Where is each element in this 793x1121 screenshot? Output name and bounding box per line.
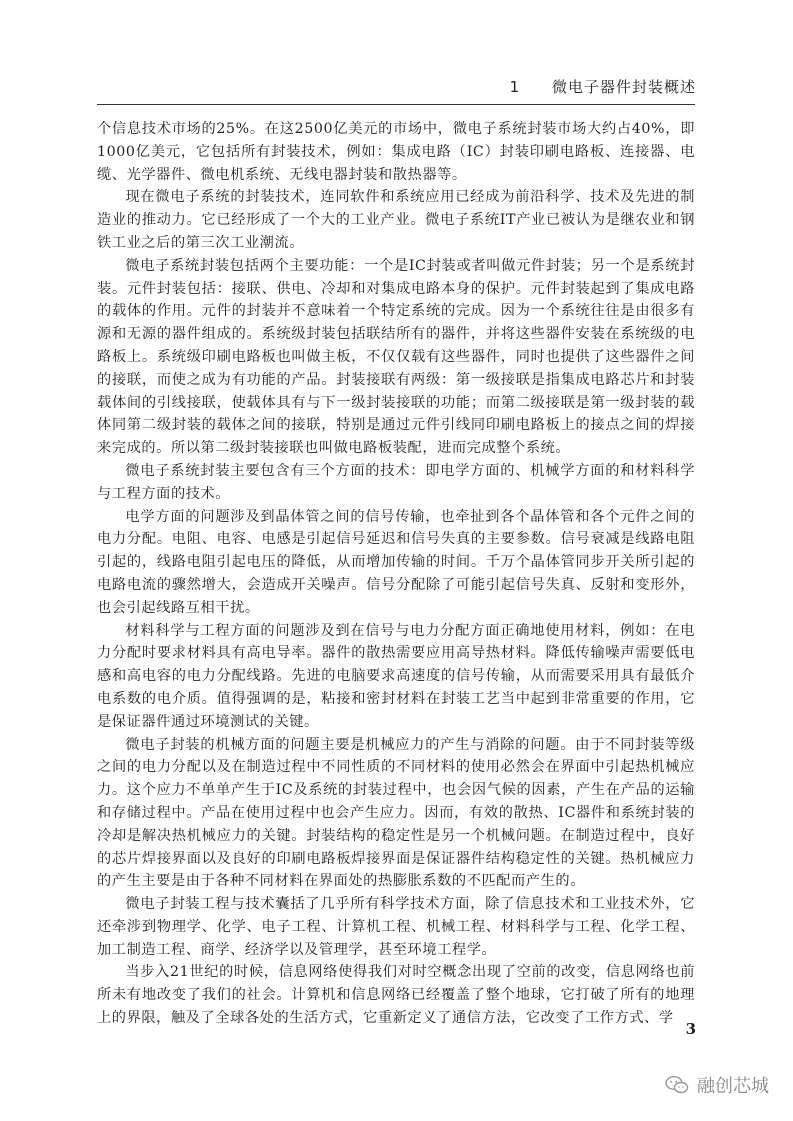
paragraph: 个信息技术市场的25%。在这2500亿美元的市场中，微电子系统封装市场大约占40%，即1000亿美元，它包括所有封装技术，例如：集成电路（IC）封装印刷电路板、连接器、电缆、光学器件、微电机系统、无线电器封装和散热器等。 bbox=[97, 121, 695, 183]
page-number: 3 bbox=[685, 1020, 696, 1038]
paragraph: 电学方面的问题涉及到晶体管之间的信号传输，也牵扯到各个晶体管和各个元件之间的电力分配。电阻、电容、电感是引起信号延迟和信号失真的主要参数。信号衰减是线路电阻引起的，线路电阻引起电压的降低，从而增加传输的时间。千万个晶体管同步开关所引起的电路电流的骤然增大，会造成开关噪声。信号分配除了可能引起信号失真、反射和变形外，也会引起线路互相干扰。 bbox=[97, 508, 695, 616]
paragraph: 微电子封装工程与技术囊括了几乎所有科学技术方面，除了信息技术和工业技术外，它还牵涉到物理学、化学、电子工程、计算机工程、机械工程、材料科学与工程、化学工程、加工制造工程、商学、经济学以及管理学，甚至环境工程学。 bbox=[97, 896, 695, 958]
paragraph: 材料科学与工程方面的问题涉及到在信号与电力分配方面正确地使用材料，例如：在电力分配时要求材料具有高电导率。器件的散热需要应用高导热材料。降低传输噪声需要低电感和高电容的电力分配线路。先进的电脑要求高速度的信号传输，从而需要采用具有最低介电系数的电介质。值得强调的是，粘接和密封材料在封装工艺当中起到非常重要的作用，它是保证器件通过环境测试的关键。 bbox=[97, 622, 695, 730]
chapter-title: 微电子器件封装概述 bbox=[551, 78, 696, 96]
paragraph: 微电子封装的机械方面的问题主要是机械应力的产生与消除的问题。由于不同封装等级之间的电力分配以及在制造过程中不同性质的不同材料的使用必然会在界面中引起热机械应力。这个应力不单单产生于IC及系统的封装过程中，也会因气候的因素，产生在产品的运输和存储过程中。产品在使用过程中也会产生应力。因而，有效的散热、IC器件和系统封装的冷却是解决热机械应力的关键。封装结构的稳定性是另一个机械问题。在制造过程中，良好的芯片焊接界面以及良好的印刷电路板焊接界面是保证器件结构稳定性的关键。热机械应力的产生主要是由于各种不同材料在界面处的热膨胀系数的不匹配而产生的。 bbox=[97, 736, 695, 890]
wechat-icon bbox=[665, 1076, 689, 1094]
paragraph: 当步入21世纪的时候，信息网络使得我们对时空概念出现了空前的改变，信息网络也前所未有地改变了我们的社会。计算机和信息网络已经覆盖了整个地球，它打破了所有的地理上的界限，触及了全球各处的生活方式，它重新定义了通信方法，它改变了工作方式、学 bbox=[97, 964, 695, 1027]
paragraph: 微电子系统封装包括两个主要功能：一个是IC封装或者叫做元件封装；另一个是系统封装。元件封装包括：接联、供电、冷却和对集成电路本身的保护。元件封装起到了集成电路的载体的作用。元件的封装并不意味着一个特定系统的完成。因为一个系统往往是由很多有源和无源的器件组成的。系统级封装包括联结所有的器件，并将这些器件安装在系统级的电路板上。系统级印刷电路板也叫做主板，不仅仅载有这些器件，同时也提供了这些器件之间的接联，而使之成为有功能的产品。封装接联有两级：第一级接联是指集成电路芯片和封装载体间的引线接联，使载体具有与下一级封装接联的功能；而第二级接联是第一级封装的载体同第二级封装的载体之间的接联，特别是通过元件引线同印刷电路板上的接点之间的焊接来完成的。所以第二级封装接联也叫做电路板装配，进而完成整个系统。 bbox=[97, 257, 695, 457]
chapter-number: 1 bbox=[509, 78, 521, 96]
paragraph: 微电子系统封装主要包含有三个方面的技术：即电学方面的、机械学方面的和材料科学与工程方面的技术。 bbox=[97, 462, 695, 502]
header-rule bbox=[97, 104, 695, 105]
paragraph: 现在微电子系统的封装技术，连同软件和系统应用已经成为前沿科学、技术及先进的制造业的推动力。它已经形成了一个大的工业产业。微电子系统IT产业已被认为是继农业和钢铁工业之后的第三次工业潮流。 bbox=[97, 189, 695, 251]
running-header bbox=[510, 76, 696, 97]
body-text bbox=[97, 118, 695, 1030]
watermark bbox=[665, 1072, 769, 1098]
watermark-text: 融创芯城 bbox=[697, 1076, 769, 1097]
